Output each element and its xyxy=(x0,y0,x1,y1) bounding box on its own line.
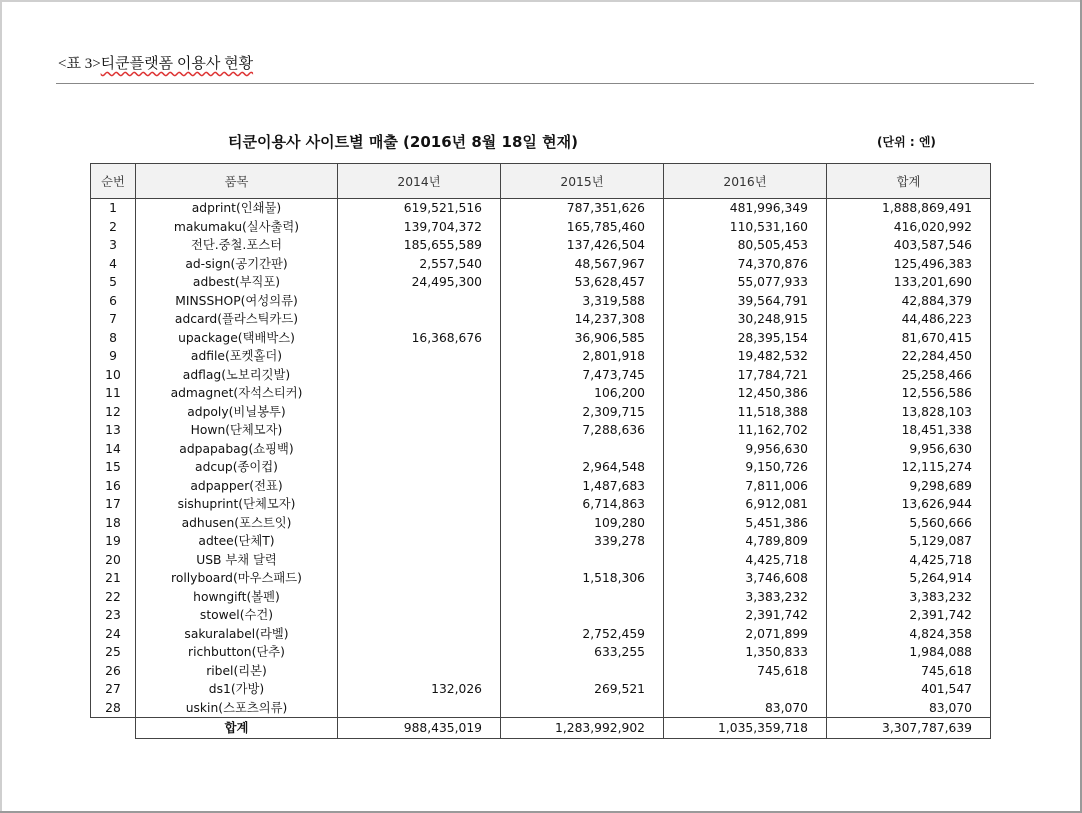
cell-2015: 3,319,588 xyxy=(501,292,664,311)
cell-2014: 132,026 xyxy=(338,680,501,699)
cell-2014: 2,557,540 xyxy=(338,255,501,274)
cell-2015: 36,906,585 xyxy=(501,329,664,348)
table-row xyxy=(91,625,991,644)
cell-2016: 745,618 xyxy=(664,662,827,681)
table-row xyxy=(91,421,991,440)
cell-sum: 13,828,103 xyxy=(827,403,991,422)
cell-item: admagnet(자석스티커) xyxy=(136,384,338,403)
cell-2014 xyxy=(338,421,501,440)
cell-2014 xyxy=(338,347,501,366)
cell-2015 xyxy=(501,551,664,570)
table-row xyxy=(91,440,991,459)
cell-2016: 30,248,915 xyxy=(664,310,827,329)
cell-2015: 339,278 xyxy=(501,532,664,551)
cell-sum: 9,956,630 xyxy=(827,440,991,459)
cell-2016: 7,811,006 xyxy=(664,477,827,496)
cell-item: adpapabag(쇼핑백) xyxy=(136,440,338,459)
cell-sum: 83,070 xyxy=(827,699,991,718)
cell-2015: 2,801,918 xyxy=(501,347,664,366)
cell-sum: 13,626,944 xyxy=(827,495,991,514)
table-row xyxy=(91,680,991,699)
cell-item: upackage(택배박스) xyxy=(136,329,338,348)
cell-rank: 2 xyxy=(91,218,136,237)
cell-2016: 12,450,386 xyxy=(664,384,827,403)
caption-prefix: <표 3> xyxy=(58,56,101,72)
cell-2016: 39,564,791 xyxy=(664,292,827,311)
cell-2015: 2,964,548 xyxy=(501,458,664,477)
table-row xyxy=(91,458,991,477)
cell-2016: 481,996,349 xyxy=(664,199,827,218)
table-row xyxy=(91,218,991,237)
cell-2014 xyxy=(338,569,501,588)
cell-sum: 5,264,914 xyxy=(827,569,991,588)
cell-2015: 109,280 xyxy=(501,514,664,533)
cell-2014 xyxy=(338,477,501,496)
table-caption xyxy=(58,52,253,73)
cell-rank: 25 xyxy=(91,643,136,662)
table-row xyxy=(91,199,991,218)
cell-item: ribel(리본) xyxy=(136,662,338,681)
cell-rank: 18 xyxy=(91,514,136,533)
cell-2016: 28,395,154 xyxy=(664,329,827,348)
table-row xyxy=(91,329,991,348)
header-rank: 순번 xyxy=(91,164,136,199)
cell-2015: 2,752,459 xyxy=(501,625,664,644)
cell-item: sishuprint(단체모자) xyxy=(136,495,338,514)
cell-rank: 1 xyxy=(91,199,136,218)
table-row xyxy=(91,310,991,329)
cell-2015 xyxy=(501,662,664,681)
cell-2015 xyxy=(501,699,664,718)
cell-sum: 2,391,742 xyxy=(827,606,991,625)
cell-2015: 1,518,306 xyxy=(501,569,664,588)
total-2016: 1,035,359,718 xyxy=(664,718,827,739)
cell-2015: 165,785,460 xyxy=(501,218,664,237)
cell-rank: 3 xyxy=(91,236,136,255)
cell-rank: 12 xyxy=(91,403,136,422)
cell-2016: 19,482,532 xyxy=(664,347,827,366)
cell-sum: 125,496,383 xyxy=(827,255,991,274)
cell-sum: 12,115,274 xyxy=(827,458,991,477)
cell-rank: 6 xyxy=(91,292,136,311)
total-2015: 1,283,992,902 xyxy=(501,718,664,739)
table-row xyxy=(91,662,991,681)
cell-sum: 133,201,690 xyxy=(827,273,991,292)
cell-2014 xyxy=(338,606,501,625)
cell-2016: 80,505,453 xyxy=(664,236,827,255)
cell-item: rollyboard(마우스패드) xyxy=(136,569,338,588)
cell-item: makumaku(실사출력) xyxy=(136,218,338,237)
table-row xyxy=(91,643,991,662)
header-2014: 2014년 xyxy=(338,164,501,199)
header-2015: 2015년 xyxy=(501,164,664,199)
cell-rank: 19 xyxy=(91,532,136,551)
cell-item: ds1(가방) xyxy=(136,680,338,699)
cell-2014 xyxy=(338,662,501,681)
cell-sum: 403,587,546 xyxy=(827,236,991,255)
cell-item: howngift(볼펜) xyxy=(136,588,338,607)
cell-2014 xyxy=(338,532,501,551)
cell-rank: 11 xyxy=(91,384,136,403)
unit-label: (단위 : 엔) xyxy=(877,135,936,149)
table-row xyxy=(91,366,991,385)
cell-sum: 22,284,450 xyxy=(827,347,991,366)
cell-item: adhusen(포스트잇) xyxy=(136,514,338,533)
header-2016: 2016년 xyxy=(664,164,827,199)
table-row xyxy=(91,532,991,551)
cell-2016: 74,370,876 xyxy=(664,255,827,274)
cell-2015: 53,628,457 xyxy=(501,273,664,292)
cell-rank: 13 xyxy=(91,421,136,440)
divider xyxy=(56,83,1034,84)
total-blank-cell xyxy=(91,718,136,739)
table-row xyxy=(91,477,991,496)
cell-2016: 3,383,232 xyxy=(664,588,827,607)
cell-rank: 24 xyxy=(91,625,136,644)
cell-2014 xyxy=(338,458,501,477)
cell-2014: 619,521,516 xyxy=(338,199,501,218)
cell-2015 xyxy=(501,606,664,625)
cell-2014: 185,655,589 xyxy=(338,236,501,255)
cell-sum: 1,888,869,491 xyxy=(827,199,991,218)
cell-2015: 137,426,504 xyxy=(501,236,664,255)
table-row xyxy=(91,384,991,403)
cell-2016: 6,912,081 xyxy=(664,495,827,514)
table-row xyxy=(91,514,991,533)
cell-2014 xyxy=(338,292,501,311)
cell-2015: 1,487,683 xyxy=(501,477,664,496)
cell-2014 xyxy=(338,310,501,329)
cell-item: uskin(스포츠의류) xyxy=(136,699,338,718)
cell-2016: 110,531,160 xyxy=(664,218,827,237)
cell-sum: 5,129,087 xyxy=(827,532,991,551)
header-item: 품목 xyxy=(136,164,338,199)
cell-2016: 11,518,388 xyxy=(664,403,827,422)
table-row xyxy=(91,236,991,255)
cell-rank: 14 xyxy=(91,440,136,459)
cell-sum: 416,020,992 xyxy=(827,218,991,237)
total-2014: 988,435,019 xyxy=(338,718,501,739)
cell-2016: 55,077,933 xyxy=(664,273,827,292)
total-row xyxy=(91,718,991,739)
cell-2015: 269,521 xyxy=(501,680,664,699)
cell-item: richbutton(단추) xyxy=(136,643,338,662)
cell-sum: 3,383,232 xyxy=(827,588,991,607)
cell-sum: 401,547 xyxy=(827,680,991,699)
page-border-top xyxy=(0,0,1082,2)
cell-sum: 5,560,666 xyxy=(827,514,991,533)
cell-2015 xyxy=(501,588,664,607)
cell-2015: 14,237,308 xyxy=(501,310,664,329)
cell-rank: 20 xyxy=(91,551,136,570)
cell-rank: 26 xyxy=(91,662,136,681)
cell-item: MINSSHOP(여성의류) xyxy=(136,292,338,311)
page-border-left xyxy=(0,0,2,813)
cell-2016: 3,746,608 xyxy=(664,569,827,588)
cell-rank: 9 xyxy=(91,347,136,366)
cell-2016: 2,071,899 xyxy=(664,625,827,644)
cell-rank: 15 xyxy=(91,458,136,477)
cell-2015: 6,714,863 xyxy=(501,495,664,514)
cell-rank: 8 xyxy=(91,329,136,348)
cell-rank: 27 xyxy=(91,680,136,699)
cell-item: adpapper(전표) xyxy=(136,477,338,496)
cell-rank: 21 xyxy=(91,569,136,588)
cell-2016: 11,162,702 xyxy=(664,421,827,440)
table-row xyxy=(91,292,991,311)
cell-item: adprint(인쇄물) xyxy=(136,199,338,218)
cell-2015 xyxy=(501,440,664,459)
cell-sum: 4,425,718 xyxy=(827,551,991,570)
cell-item: sakuralabel(라벨) xyxy=(136,625,338,644)
total-sum: 3,307,787,639 xyxy=(827,718,991,739)
cell-item: 전단.중철.포스터 xyxy=(136,236,338,255)
cell-2014 xyxy=(338,625,501,644)
cell-sum: 745,618 xyxy=(827,662,991,681)
cell-2014 xyxy=(338,440,501,459)
header-sum: 합계 xyxy=(827,164,991,199)
cell-rank: 23 xyxy=(91,606,136,625)
cell-item: adflag(노보리깃발) xyxy=(136,366,338,385)
cell-2015: 106,200 xyxy=(501,384,664,403)
cell-2015: 7,288,636 xyxy=(501,421,664,440)
cell-2014 xyxy=(338,699,501,718)
cell-2014 xyxy=(338,551,501,570)
cell-2016: 83,070 xyxy=(664,699,827,718)
cell-rank: 17 xyxy=(91,495,136,514)
cell-item: adcup(종이컵) xyxy=(136,458,338,477)
table-row xyxy=(91,699,991,718)
cell-2014 xyxy=(338,403,501,422)
table-row xyxy=(91,569,991,588)
total-label: 합계 xyxy=(136,718,338,739)
cell-2016: 17,784,721 xyxy=(664,366,827,385)
cell-sum: 18,451,338 xyxy=(827,421,991,440)
cell-sum: 12,556,586 xyxy=(827,384,991,403)
cell-sum: 44,486,223 xyxy=(827,310,991,329)
table-row xyxy=(91,551,991,570)
cell-item: adpoly(비닐봉투) xyxy=(136,403,338,422)
cell-item: adfile(포켓홀더) xyxy=(136,347,338,366)
cell-2014 xyxy=(338,366,501,385)
table-header-row xyxy=(91,164,991,199)
cell-2014 xyxy=(338,514,501,533)
table-row xyxy=(91,495,991,514)
table-row xyxy=(91,588,991,607)
cell-2014: 16,368,676 xyxy=(338,329,501,348)
table-row xyxy=(91,255,991,274)
cell-2014 xyxy=(338,495,501,514)
cell-2014 xyxy=(338,384,501,403)
cell-2016: 4,789,809 xyxy=(664,532,827,551)
cell-sum: 4,824,358 xyxy=(827,625,991,644)
cell-item: adtee(단체T) xyxy=(136,532,338,551)
cell-2014: 139,704,372 xyxy=(338,218,501,237)
table-row xyxy=(91,606,991,625)
cell-item: adcard(플라스틱카드) xyxy=(136,310,338,329)
cell-rank: 5 xyxy=(91,273,136,292)
cell-rank: 28 xyxy=(91,699,136,718)
cell-2016: 1,350,833 xyxy=(664,643,827,662)
table-title: 티쿤이용사 사이트별 매출 (2016년 8월 18일 현재) xyxy=(228,133,578,151)
cell-rank: 10 xyxy=(91,366,136,385)
table-row xyxy=(91,347,991,366)
cell-2014: 24,495,300 xyxy=(338,273,501,292)
cell-rank: 22 xyxy=(91,588,136,607)
cell-2014 xyxy=(338,643,501,662)
cell-sum: 42,884,379 xyxy=(827,292,991,311)
cell-rank: 4 xyxy=(91,255,136,274)
cell-sum: 25,258,466 xyxy=(827,366,991,385)
cell-2016 xyxy=(664,680,827,699)
cell-sum: 9,298,689 xyxy=(827,477,991,496)
cell-2016: 9,956,630 xyxy=(664,440,827,459)
cell-sum: 1,984,088 xyxy=(827,643,991,662)
cell-rank: 7 xyxy=(91,310,136,329)
table-row xyxy=(91,403,991,422)
cell-item: adbest(부직포) xyxy=(136,273,338,292)
cell-2014 xyxy=(338,588,501,607)
cell-2015: 633,255 xyxy=(501,643,664,662)
cell-2016: 4,425,718 xyxy=(664,551,827,570)
cell-item: stowel(수건) xyxy=(136,606,338,625)
caption-text: 티쿤플랫폼 이용사 현황 xyxy=(100,56,254,72)
table-row xyxy=(91,273,991,292)
cell-2015: 2,309,715 xyxy=(501,403,664,422)
cell-item: ad-sign(공기간판) xyxy=(136,255,338,274)
cell-2016: 5,451,386 xyxy=(664,514,827,533)
cell-item: USB 부채 달력 xyxy=(136,551,338,570)
cell-2015: 48,567,967 xyxy=(501,255,664,274)
sales-table xyxy=(90,163,991,739)
cell-2015: 787,351,626 xyxy=(501,199,664,218)
cell-2016: 2,391,742 xyxy=(664,606,827,625)
cell-sum: 81,670,415 xyxy=(827,329,991,348)
cell-rank: 16 xyxy=(91,477,136,496)
cell-2015: 7,473,745 xyxy=(501,366,664,385)
cell-item: Hown(단체모자) xyxy=(136,421,338,440)
cell-2016: 9,150,726 xyxy=(664,458,827,477)
